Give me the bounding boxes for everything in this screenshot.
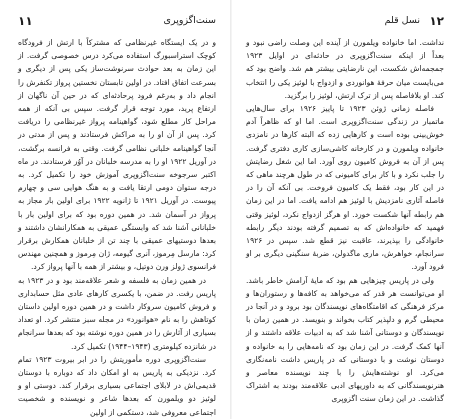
paragraph: نداشت. اما خانواده ویلمورن از آینده این وصلت راضی نبود و بعداً از اینکه سنت‌اگزوپری در حادثه‌ای در اوایل ۱۹۲۳ جمجمه‌اش شکست، این نارضایتی بیشتر هم شد. واضح بود که می‌بایست میان حرفهٔ هوانوردی و ازدواج با لوئیز یکی را انتخاب کند. او بلافاصله پس از ترک ارتش، لوئیز را برگزید.	[246, 38, 444, 100]
running-title: سنت‌اگزوپری	[163, 15, 216, 26]
right-page-header	[246, 14, 444, 32]
body-text	[18, 36, 216, 419]
page-number: ۱۲	[429, 14, 444, 28]
left-page-header	[18, 14, 216, 32]
paragraph: فاصله زمانی ژوئن ۱۹۲۳ تا پاییز ۱۹۲۶ برای سال‌هایی ماتمبار در زندگی سنت‌اگزوپری است. اما او که ظاهراً آدم خوش‌بینی بوده است و کارهایی زده که البته کارها در نامزدی خانواده ویلمورن و در کارخانه کاشی‌سازی کاری دفتری گرفت. پس از آن به فروش کامیون روی آورد. اما این شغل رضایتش را جلب نکرد و با کار برای کامیونی که در طول هرچند ماهی که در این کار بود، فقط یک کامیون فروخت. بی آنکه آن را در فاصله آثاری نامزدیش با لوئیز هم ادامه یافت. اما در این زمان هم رابطه آنها شکست خورد. او هرگز ازدواج نکرد، لوئیز وقتی فهمید که خانواده‌اش که به تصمیم گرفته بودند دیگر رابطه خانوادگی را بپذیرند، عاقبت نیز قطع شد. سپس در ۱۹۲۶ سرانجام، خواهرش، ماری ماگدولن، ضربهٔ سنگینی دیگری بر او فرود آورد.	[246, 104, 444, 272]
paragraph: و در یک ایستگاه غیرنظامی که مشترکاً با ارتش از فرودگاه کوچک استراسبورگ استفاده می‌کرد درس خصوصی گرفت. از این زمان به بعد حوادث سرنوشت‌ساز یکی پس از دیگری و بسرعت اتفاق افتاد. در اولین تابستان نخستین پرواز تکنفرش را انجام داد و به‌رغم فرود پرحادثه‌ای که در حین آن ناگهان از ارتفاع پرید، مورد توجه قرار گرفت. سپس بی آنکه از همه مراحل کار مطلع شود، گواهینامه پرواز غیرنظامی را دریافت کرد. پس از آن او را به مراکش فرستادند و پس از مدتی در آنجا گواهینامه خلبانی نظامی گرفت. وقتی به فرانسه برگشت، در آوریل ۱۹۲۲ او را به مدرسه خلبانان در آوُر فرستادند. در ماه اکتبر سرجوخه سنت‌اگزوپری آموزش خود را تکمیل کرد. به درجه ستوان دومی ارتقا یافت و به هنگ هوایی سی و چهارم پیوست. در آوریل ۱۹۲۱ تا ژانویه ۱۹۲۲ برای اولین بار مجاز به پرواز در آسمان شد. در همین دوره بود که برای اولین بار با خلبانانی آشنا شد که وابستگی عمیقی به همکارانشان داشتند و بعدها دوستیهای عمیقی با چند تن از خلبانان همکارش برقرار کرد: مارسل مِرموز، آنری گیومه، ژان مِرموز و همچنین مهندس فرانسوی ژولز ورن دوتیل، و بیشتر از همه با آنها پرواز کرد.	[18, 38, 216, 272]
paragraph: ولی در پاریس چیزهایی هم بود که مایهٔ آرامش خاطر باشد. او می‌توانست هر قدر که می‌خواهد به کافه‌ها و رستوران‌ها و مرکز فرهنگی که اقامتگاه‌های نویسندگان بود برود و در آنجا در محیطی گرم و دلپذیر کتاب بخواند و بنویسد. در همین زمان با نویسندگان و دوستانی آشنا شد که به ادبیات علاقه داشتند و از آنها کمک گرفت. در این زمان بود که نامه‌هایی را به خانواده و دوستان نوشت و با دوستانی که در پاریس داشت نامه‌نگاری می‌کرد. او نوشته‌هایش را با چند نویسنده معاصر و هنرنویسندگانی که به داوریهای ادبی علاقه‌مند بودند به اشتراک گذاشت. در این زمان سنت اگزوپری	[246, 275, 444, 404]
right-page	[232, 0, 462, 419]
running-title: نسل قلم	[384, 15, 420, 26]
paragraph: در همین زمان به فلسفه و شعر علاقه‌مند بود و در ۱۹۲۳ به پاریس رفت. در ضمن، با یکسری کارهای عادی مثل حسابداری و فروش کامیون سروکار داشت و در همین دوره اولین داستان کوتاهش را به نام «هوانورد» در مجله سبز منتشر کرد. او تعداد بسیاری از آثارش را در همین دوره نوشته بود که بعدها سرانجام در شانزده کیلومتری (۱۹۴۳–۱۹۴۴) تکمیل کرد.	[18, 275, 216, 351]
page-number: ۱۱	[18, 14, 33, 28]
paragraph: سنت‌اگزوپری دوره مأموریتش را در ابر بیروت ۱۹۲۳ تمام کرد. نزدیکی به پاریس به او امکان داد که دوباره با دوستان قدیمی‌اش در لابلای اجتماعی بسیاری برقرار کند. دوستی او و لوئیز دو ویلمورن که بعدها شاعر و نویسنده و شخصیت اجتماعی معروفی شد، دستکمی از اولین	[18, 354, 216, 417]
left-page	[0, 0, 230, 419]
body-text	[246, 36, 444, 406]
